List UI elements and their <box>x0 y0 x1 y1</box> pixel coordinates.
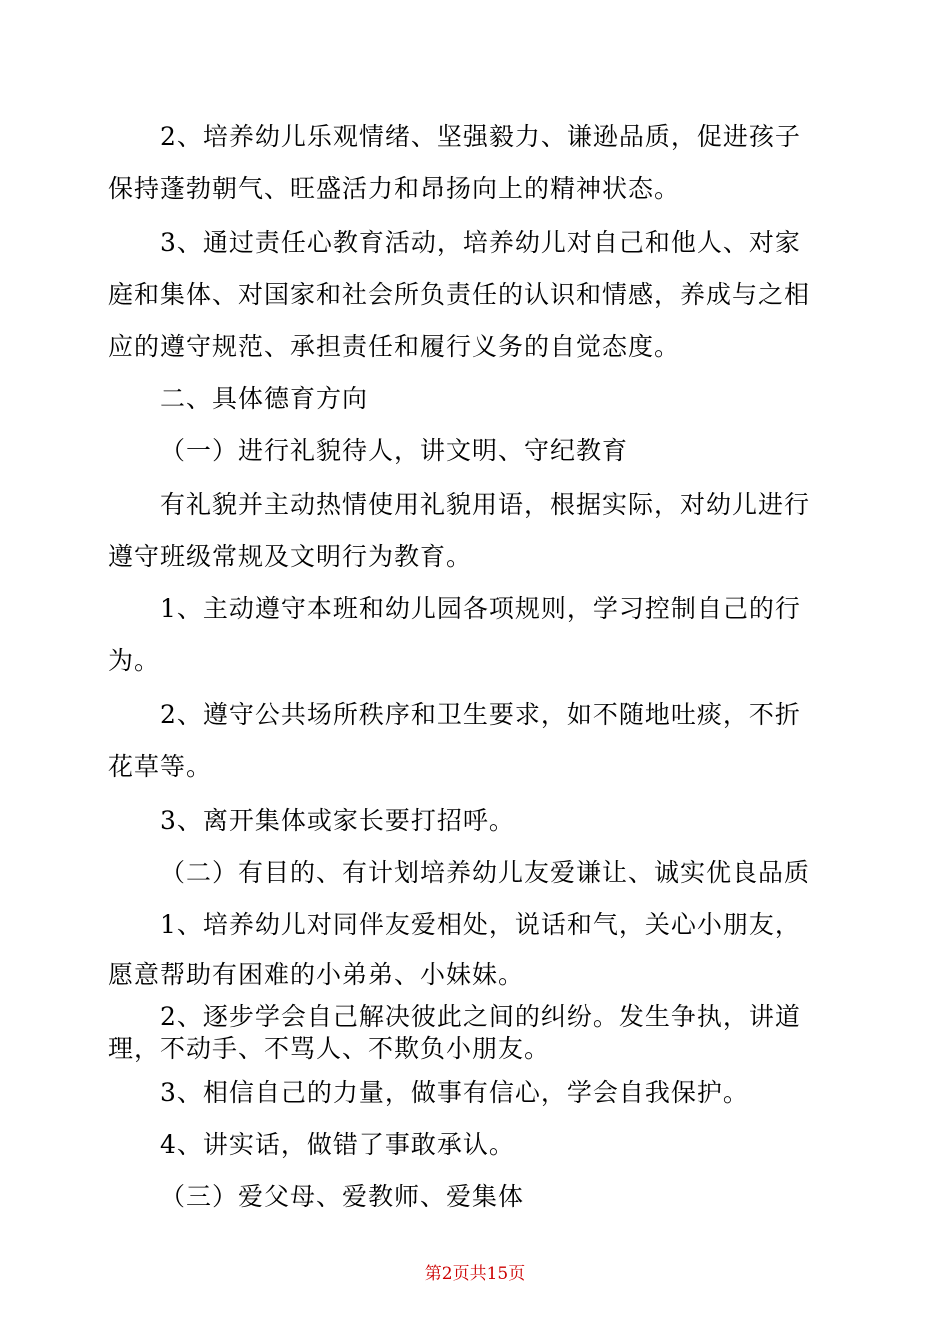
text-line: 庭和集体、对国家和社会所负责任的认识和情感，养成与之相 <box>108 280 811 309</box>
subsection-heading: （一）进行礼貌待人，讲文明、守纪教育 <box>160 436 629 465</box>
text-line: 保持蓬勃朝气、旺盛活力和昂扬向上的精神状态。 <box>108 174 681 203</box>
text-line: 4、讲实话，做错了事敢承认。 <box>160 1130 515 1159</box>
text-line: 3、离开集体或家长要打招呼。 <box>160 806 515 835</box>
text-line: 3、相信自己的力量，做事有信心，学会自我保护。 <box>160 1078 749 1107</box>
text-line: 2、培养幼儿乐观情绪、坚强毅力、谦逊品质，促进孩子 <box>160 122 801 151</box>
page-number-footer: 第2页共15页 <box>424 1264 526 1284</box>
text-line: 应的遵守规范、承担责任和履行义务的自觉态度。 <box>108 332 681 361</box>
text-line: 有礼貌并主动热情使用礼貌用语，根据实际，对幼儿进行 <box>160 490 811 519</box>
text-line: 1、培养幼儿对同伴友爱相处，说话和气，关心小朋友， <box>160 910 801 939</box>
text-line: 愿意帮助有困难的小弟弟、小妹妹。 <box>108 960 525 989</box>
text-line: 1、主动遵守本班和幼儿园各项规则，学习控制自己的行 <box>160 594 801 623</box>
text-line: 3、通过责任心教育活动，培养幼儿对自己和他人、对家 <box>160 228 801 257</box>
text-line: 花草等。 <box>108 752 213 781</box>
text-line: 2、遵守公共场所秩序和卫生要求，如不随地吐痰，不折 <box>160 700 801 729</box>
subsection-heading: （二）有目的、有计划培养幼儿友爱谦让、诚实优良品质 <box>160 858 811 887</box>
section-heading: 二、具体德育方向 <box>160 384 369 413</box>
text-line: 遵守班级常规及文明行为教育。 <box>108 542 473 571</box>
text-line: 为。 <box>108 646 161 675</box>
text-line: 2、逐步学会自己解决彼此之间的纠纷。发生争执，讲道 <box>160 1002 801 1031</box>
subsection-heading: （三）爱父母、爱教师、爱集体 <box>160 1182 525 1211</box>
text-line: 理，不动手、不骂人、不欺负小朋友。 <box>108 1034 551 1063</box>
